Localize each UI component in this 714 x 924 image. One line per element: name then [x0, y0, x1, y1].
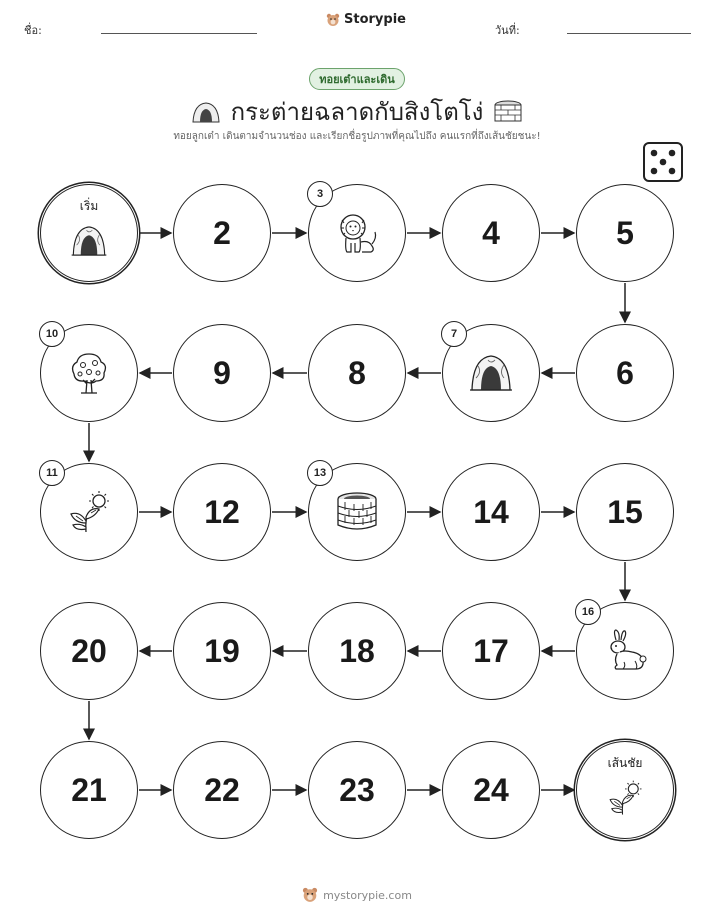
sprout-sun-icon [606, 779, 644, 817]
board-space-2[interactable] [173, 184, 271, 282]
board-space-24[interactable] [442, 741, 540, 839]
space-number: 8 [348, 354, 366, 391]
board-space-6[interactable] [576, 324, 674, 422]
board-space-4[interactable] [442, 184, 540, 282]
sprout-sun-icon [66, 489, 112, 535]
space-number-tag: 16 [575, 599, 601, 625]
space-number: 14 [473, 493, 509, 530]
footer-url[interactable]: mystorypie.com [323, 888, 412, 902]
space-number: 24 [473, 771, 509, 808]
lion-icon [334, 210, 380, 256]
board-space-16[interactable] [576, 602, 674, 700]
space-number: 4 [482, 214, 500, 251]
space-number: 2 [213, 214, 231, 251]
board-space-22[interactable] [173, 741, 271, 839]
space-number: 22 [204, 771, 240, 808]
space-number: 12 [204, 493, 240, 530]
board-space-15[interactable] [576, 463, 674, 561]
space-number: 17 [473, 632, 509, 669]
space-number: 20 [71, 632, 107, 669]
space-number: 18 [339, 632, 375, 669]
start-space[interactable] [40, 184, 138, 282]
board-space-14[interactable] [442, 463, 540, 561]
space-number-tag: 7 [441, 321, 467, 347]
name-label: ชื่อ: [24, 24, 42, 37]
space-number-tag: 10 [39, 321, 65, 347]
board-space-18[interactable] [308, 602, 406, 700]
bear-logo-icon [302, 887, 318, 903]
space-number: 5 [616, 214, 634, 251]
space-number: 21 [71, 771, 107, 808]
space-number: 19 [204, 632, 240, 669]
board-space-8[interactable] [308, 324, 406, 422]
tree-icon [66, 350, 112, 396]
board-space-3[interactable] [308, 184, 406, 282]
rabbit-icon [602, 628, 648, 674]
finish-space[interactable] [576, 741, 674, 839]
space-number-tag: 3 [307, 181, 333, 207]
space-number-tag: 13 [307, 460, 333, 486]
board-space-11[interactable] [40, 463, 138, 561]
board-space-23[interactable] [308, 741, 406, 839]
board-space-10[interactable] [40, 324, 138, 422]
cave-icon [70, 222, 108, 260]
footer [0, 887, 714, 903]
board-space-12[interactable] [173, 463, 271, 561]
page-title: กระต่ายฉลาดกับสิงโตโง่ [230, 98, 484, 126]
space-number: 9 [213, 354, 231, 391]
date-label: วันที่: [495, 24, 520, 37]
space-number-tag: 11 [39, 460, 65, 486]
board-space-17[interactable] [442, 602, 540, 700]
board-space-5[interactable] [576, 184, 674, 282]
board-space-13[interactable] [308, 463, 406, 561]
game-type-badge: ทอยเต๋าและเดิน [309, 68, 405, 90]
board-space-20[interactable] [40, 602, 138, 700]
board-space-7[interactable] [442, 324, 540, 422]
cave-icon [468, 350, 514, 396]
board-space-21[interactable] [40, 741, 138, 839]
space-number: 15 [607, 493, 643, 530]
start-label: เริ่ม [79, 199, 99, 213]
instructions: ทอยลูกเต๋า เดินตามจำนวนช่อง และเรียกชื่อรูปภาพที่คุณไปถึง คนแรกที่ถึงเส้นชัยชนะ! [173, 131, 541, 142]
finish-label: เส้นชัย [607, 756, 643, 770]
space-number: 6 [616, 354, 634, 391]
board-space-9[interactable] [173, 324, 271, 422]
well-icon [334, 489, 380, 535]
brand-name: Storypie [344, 12, 406, 27]
space-number: 23 [339, 771, 375, 808]
board-space-19[interactable] [173, 602, 271, 700]
